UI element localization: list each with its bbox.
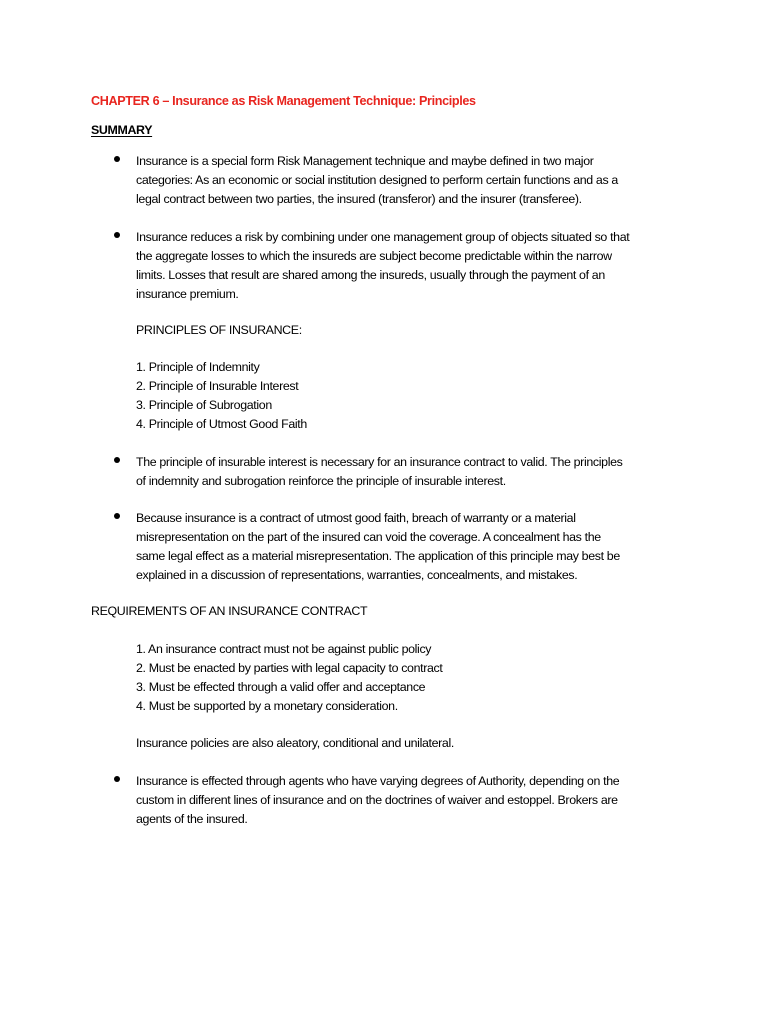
principles-heading: PRINCIPLES OF INSURANCE:: [136, 323, 302, 337]
text-line: Insurance reduces a risk by combining under one management group of objects situated so that: [136, 230, 630, 244]
text-line: insurance premium.: [136, 287, 239, 301]
list-item: 1. Principle of Indemnity: [136, 360, 260, 374]
list-item: 2. Principle of Insurable Interest: [136, 379, 299, 393]
bullet-dot-icon: [114, 457, 120, 463]
text-line: Insurance is effected through agents who have varying degrees of Authority, depending on the: [136, 774, 620, 788]
text-line: Because insurance is a contract of utmost good faith, breach of warranty or a material: [136, 511, 576, 525]
text-line: misrepresentation on the part of the insured can void the coverage. A concealment has the: [136, 530, 601, 544]
list-item: 3. Must be effected through a valid offer and acceptance: [136, 680, 426, 694]
text-line: explained in a discussion of representations, warranties, concealments, and mistakes.: [136, 568, 578, 582]
text-line: The principle of insurable interest is necessary for an insurance contract to valid. The principles: [136, 455, 623, 469]
bullet-dot-icon: [114, 776, 120, 782]
list-item: 4. Principle of Utmost Good Faith: [136, 417, 307, 431]
summary-heading: SUMMARY: [91, 123, 153, 137]
text-line: agents of the insured.: [136, 812, 248, 826]
requirements-list: [136, 640, 443, 716]
chapter-title: CHAPTER 6 – Insurance as Risk Management Technique: Principles: [91, 94, 476, 108]
text-line: Insurance is a special form Risk Management technique and maybe defined in two major: [136, 154, 594, 168]
text-line: same legal effect as a material misrepresentation. The application of this principle may best be: [136, 549, 620, 563]
bullet-dot-icon: [114, 513, 120, 519]
text-line: legal contract between two parties, the insured (transferor) and the insurer (transferee).: [136, 192, 582, 206]
text-line: categories: As an economic or social institution designed to perform certain functions and as a: [136, 173, 618, 187]
text-line: limits. Losses that result are shared among the insureds, usually through the payment of an: [136, 268, 605, 282]
list-item: 2. Must be enacted by parties with legal capacity to contract: [136, 661, 443, 675]
bullet-dot-icon: [114, 156, 120, 162]
list-item: 1. An insurance contract must not be against public policy: [136, 642, 432, 656]
text-line: of indemnity and subrogation reinforce the principle of insurable interest.: [136, 474, 506, 488]
policies-note: Insurance policies are also aleatory, conditional and unilateral.: [136, 736, 454, 750]
text-line: custom in different lines of insurance and on the doctrines of waiver and estoppel. Brokers are: [136, 793, 618, 807]
requirements-heading: REQUIREMENTS OF AN INSURANCE CONTRACT: [91, 604, 368, 618]
list-item: 4. Must be supported by a monetary consideration.: [136, 699, 398, 713]
principles-list: [136, 358, 307, 434]
text-line: the aggregate losses to which the insureds are subject become predictable within the narrow: [136, 249, 612, 263]
list-item: 3. Principle of Subrogation: [136, 398, 272, 412]
bullet-dot-icon: [114, 232, 120, 238]
